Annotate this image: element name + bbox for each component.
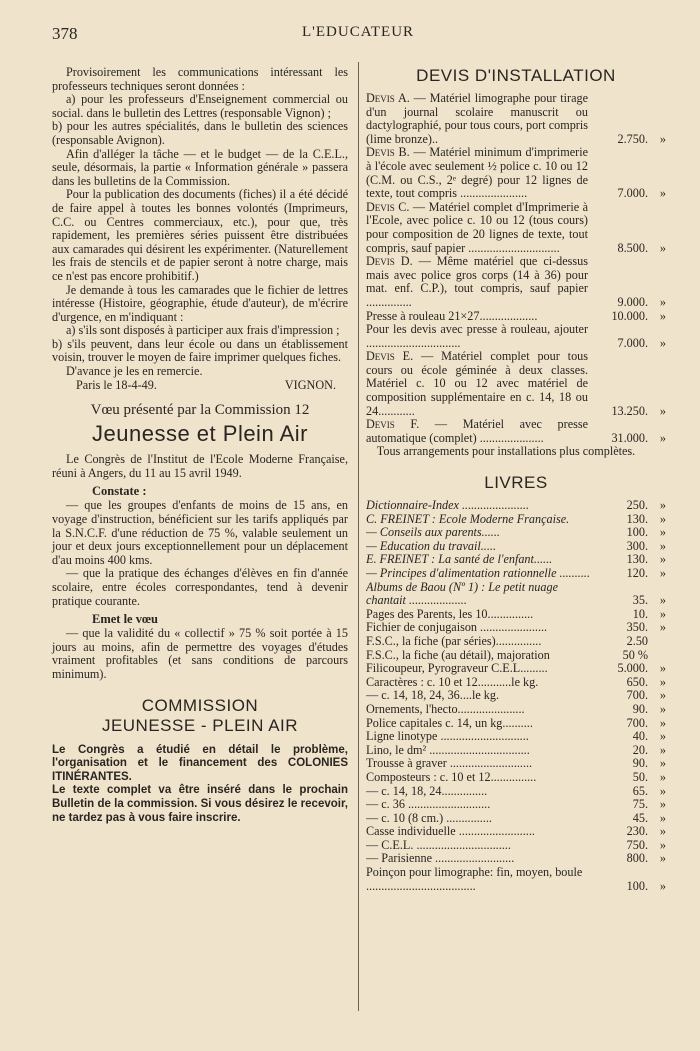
devis-price: 13.250. — [611, 403, 648, 418]
paragraph: — que la validité du « collectif » 75 % soit portée à 15 jours au moins, afin de permettre des voyages d'études vraiment profitables (et sans conditions de parcours minimum). — [52, 626, 348, 681]
column-divider — [358, 62, 359, 1011]
book-mark: » — [659, 769, 666, 784]
book-title: C. FREINET : Ecole Moderne Française. — [366, 512, 570, 526]
book-row — [366, 757, 666, 771]
book-price: 20. — [632, 742, 648, 757]
book-row — [366, 608, 666, 622]
book-price: 700. — [626, 688, 648, 703]
paragraph: a) s'ils sont disposés à participer aux frais d'impression ; — [66, 323, 340, 338]
book-title: — Parisienne .......................... — [366, 852, 515, 866]
devis-row — [366, 350, 666, 418]
book-price: 75. — [632, 797, 648, 812]
book-title: F.S.C., la fiche (par séries)............... — [366, 634, 542, 648]
devis-label: Devis D. — [366, 254, 413, 269]
devis-row — [366, 92, 666, 146]
devis-description: — Matériel minimum d'imprimerie à l'école avec seulement ½ police c. 10 ou 12 (C.M. ou C.S., 2ᵉ degré) pour 12 lignes de texte, tout compris ...................... — [366, 145, 588, 201]
left-column — [52, 66, 348, 825]
book-row — [366, 676, 666, 690]
book-row — [366, 513, 666, 527]
devis-text — [366, 350, 588, 418]
devis-description: — Matériel limographe pour tirage d'un journal scolaire manuscrit ou dactylographié, pour tous cours, port compris (lime bronze).. — [366, 91, 588, 146]
paragraph: b) pour les autres spécialités, dans le bulletin des sciences (responsable Avignon). — [52, 119, 348, 147]
devis-text — [366, 92, 588, 146]
book-row — [366, 744, 666, 758]
book-title: Albums de Baou (Nº 1) : Le petit nuage chantait ................... — [366, 580, 558, 608]
signature — [52, 379, 348, 393]
book-price: 50. — [632, 769, 648, 784]
book-mark: » — [659, 498, 666, 513]
page-header — [52, 24, 660, 48]
book-title: — c. 10 (8 cm.) ............... — [366, 811, 492, 825]
paragraph: Le texte complet va être inséré dans le prochain Bulletin de la commission. Si vous désirez le recevoir, ne tardez pas à vous faire inscrire. — [52, 784, 348, 824]
paragraph: Le Congrès de l'Institut de l'Ecole Moderne Française, réuni à Angers, du 11 au 15 avril 1949. — [52, 452, 348, 480]
devis-text — [366, 323, 588, 350]
book-row — [366, 621, 666, 635]
book-row — [366, 730, 666, 744]
book-title: — Conseils aux parents...... — [366, 526, 500, 540]
book-title: F.S.C., la fiche (au détail), majoration — [366, 648, 550, 662]
paragraph: Provisoirement les communications intéressant les professeurs techniques seront données : — [52, 65, 348, 93]
book-price: 230. — [626, 824, 648, 839]
book-mark: » — [659, 756, 666, 771]
devis-text — [366, 418, 588, 445]
book-row — [366, 812, 666, 826]
book-mark: » — [659, 593, 666, 608]
book-price: 650. — [626, 674, 648, 689]
book-title: Composteurs : c. 10 et 12............... — [366, 770, 537, 784]
devis-price: 10.000. — [611, 308, 648, 323]
running-title: L'EDUCATEUR — [302, 24, 415, 40]
book-title: Pages des Parents, les 10............... — [366, 607, 534, 621]
devis-row — [366, 310, 666, 324]
devis-label: Devis A. — [366, 91, 410, 105]
book-price: 90. — [632, 756, 648, 771]
livres-title: LIVRES — [484, 473, 548, 493]
signature-name: VIGNON. — [284, 377, 336, 392]
book-row — [366, 839, 666, 853]
book-mark: » — [659, 620, 666, 635]
devis-description: — Matériel complet pour tous cours ou école géminée à deux classes. Matériel c. 10 ou 12 avec matériel de composition supplémentaire en c. 14, 18 ou 24............ — [366, 349, 589, 418]
book-row — [366, 825, 666, 839]
book-mark: » — [659, 715, 666, 730]
book-row — [366, 866, 666, 893]
voeu-heading: Vœu présenté par la Commission 12 — [90, 402, 310, 419]
signature-date: Paris le 18-4-49. — [76, 377, 157, 392]
book-mark: » — [659, 878, 666, 893]
book-title: — Education du travail..... — [366, 539, 496, 553]
devis-text — [366, 310, 588, 324]
book-price: 350. — [626, 620, 648, 635]
devis-list — [366, 92, 666, 445]
devis-price: 8.500. — [617, 240, 648, 255]
book-price: 750. — [626, 837, 648, 852]
paragraph: — que la pratique des échanges d'élèves en fin d'année scolaire, entre écoles correspondantes, tend à devenir pratique courante. — [52, 566, 348, 608]
book-mark: » — [659, 606, 666, 621]
devis-price: 31.000. — [611, 430, 648, 445]
book-title: Lino, le dm² ................................. — [366, 743, 530, 757]
book-title: Filicoupeur, Pyrograveur C.E.L......... — [366, 662, 548, 676]
book-price: 800. — [626, 851, 648, 866]
devis-mark: » — [659, 186, 666, 201]
voeu-title: Jeunesse et Plein Air — [92, 421, 308, 447]
book-mark: » — [659, 837, 666, 852]
book-title: E. FREINET : La santé de l'enfant...... — [366, 553, 553, 567]
book-title: Police capitales c. 14, un kg.......... — [366, 716, 533, 730]
book-price: 130. — [626, 552, 648, 567]
book-title: Caractères : c. 10 et 12...........le kg. — [366, 675, 539, 689]
paragraph: Je demande à tous les camarades que le fichier de lettres intéresse (Histoire, géographie, étude d'auteur), de m'écrire d'urgence, en m'indiquant : — [52, 282, 348, 324]
devis-text — [366, 201, 588, 255]
devis-row — [366, 255, 666, 309]
book-mark: » — [659, 824, 666, 839]
book-mark: » — [659, 797, 666, 812]
livres-list — [366, 499, 666, 893]
book-row — [366, 771, 666, 785]
book-mark: » — [659, 701, 666, 716]
book-title: Dictionnaire-Index ...................... — [366, 499, 530, 513]
book-mark: » — [659, 688, 666, 703]
book-title: — Principes d'alimentation rationnelle .......... — [366, 567, 590, 580]
book-title: Casse individuelle ......................... — [366, 825, 535, 839]
book-title: Fichier de conjugaison ...................... — [366, 621, 548, 635]
book-title: — c. 36 ........................... — [366, 798, 491, 812]
paragraph: Pour la publication des documents (fiches) il a été décidé de faire appel à toutes les bonnes volontés (Imprimeurs, C.C. ou Centres commerciaux, etc.), pour que, très rapidement, les premières séries puissent être distribuées aux camarades qui désirent les expérimenter. (Naturellement les frais de stencils et de papier seront à notre charge, mais ce n'est pas encore prohibitif.) — [52, 187, 348, 283]
devis-price: 2.750. — [617, 131, 648, 146]
commission-subtitle: JEUNESSE - PLEIN AIR — [101, 715, 299, 735]
devis-row — [366, 146, 666, 200]
devis-mark: » — [659, 308, 666, 323]
book-price: 65. — [632, 783, 648, 798]
devis-description: — Matériel avec presse automatique (complet) ..................... — [366, 417, 589, 445]
book-price: 40. — [632, 729, 648, 744]
paragraph: D'avance je les en remercie. — [66, 364, 203, 379]
devis-label: Devis F. — [366, 417, 420, 432]
book-row — [366, 689, 666, 703]
book-mark: » — [659, 674, 666, 689]
book-title: — c. 14, 18, 24, 36....le kg. — [366, 689, 500, 703]
book-mark: » — [659, 511, 666, 526]
devis-row — [366, 418, 666, 445]
book-price: 130. — [626, 511, 648, 526]
paragraph: Afin d'alléger la tâche — et le budget — de la C.E.L., seule, désormais, la partie « Information générale » passera dans les bulletins de la Commission. — [52, 146, 348, 188]
devis-mark: » — [659, 403, 666, 418]
right-column — [366, 66, 666, 893]
book-price: 250. — [626, 498, 648, 513]
paragraph: b) s'ils peuvent, dans leur école ou dans un établissement voisin, trouver le moyen de faire imprimer quelques fiches. — [52, 336, 348, 365]
book-row — [366, 798, 666, 812]
book-price: 120. — [626, 566, 648, 580]
devis-note: Tous arrangements pour installations plus complètes. — [376, 444, 636, 459]
devis-title: DEVIS D'INSTALLATION — [416, 66, 616, 85]
book-mark: » — [659, 851, 666, 866]
book-row — [366, 553, 666, 567]
devis-text — [366, 255, 588, 309]
book-row — [366, 649, 666, 663]
book-price: 2.50 — [626, 633, 648, 648]
devis-label: Devis E. — [366, 349, 414, 364]
book-price: 100. — [626, 878, 648, 893]
book-row — [366, 526, 666, 540]
book-mark: » — [659, 783, 666, 798]
paragraph: a) pour les professeurs d'Enseignement commercial ou social. dans le bulletin des Lettres (responsable Vignon) ; — [52, 92, 348, 120]
emet-label: Emet le vœu — [92, 612, 158, 627]
book-mark: » — [659, 566, 666, 580]
devis-price: 9.000. — [617, 294, 648, 309]
devis-description: — Même matériel que ci-dessus mais avec police gros corps (14 à 36) pour mat. enf. C.P.), tout compris, sauf papier ............... — [366, 254, 588, 309]
book-title: — c. 14, 18, 24............... — [366, 784, 488, 798]
book-price: 700. — [626, 715, 648, 730]
book-mark: » — [659, 742, 666, 757]
book-title: Trousse à graver ........................... — [366, 757, 533, 771]
book-price: 10. — [632, 606, 648, 621]
devis-price: 7.000. — [617, 335, 648, 350]
devis-mark: » — [659, 335, 666, 350]
book-row — [366, 852, 666, 866]
devis-description: Presse à rouleau 21×27................... — [366, 308, 538, 323]
book-price: 45. — [632, 810, 648, 825]
book-price: 50 % — [622, 647, 648, 662]
book-row — [366, 703, 666, 717]
book-row — [366, 581, 666, 608]
paragraph: — que les groupes d'enfants de moins de 15 ans, en voyage d'instruction, bénéficient sur les tarifs appliqués par la S.N.C.F. d'une réduction de 75 %, valable seulement un jour et deux jours exceptionnellement pour un déplacement d'au moins 400 kms. — [52, 498, 348, 567]
book-title: — C.E.L. ............................... — [366, 838, 511, 852]
book-row — [366, 662, 666, 676]
devis-mark: » — [659, 131, 666, 146]
devis-mark: » — [659, 430, 666, 445]
devis-mark: » — [659, 240, 666, 255]
page-number: 378 — [52, 24, 78, 43]
devis-price: 7.000. — [617, 186, 648, 201]
book-row — [366, 635, 666, 649]
book-row — [366, 540, 666, 554]
book-mark: » — [659, 729, 666, 744]
book-price: 35. — [632, 593, 648, 608]
book-title: Ligne linotype ............................. — [366, 730, 529, 744]
book-mark: » — [659, 538, 666, 553]
paragraph: Le Congrès a étudié en détail le problème, l'organisation et le financement des COLONIES ITINÉRANTES. — [52, 743, 348, 783]
book-mark: » — [659, 810, 666, 825]
devis-text — [366, 146, 588, 200]
commission-title: COMMISSION — [141, 695, 259, 715]
devis-row — [366, 201, 666, 255]
book-row — [366, 499, 666, 513]
book-row — [366, 567, 666, 581]
book-mark: » — [659, 525, 666, 540]
devis-label: Devis C. — [366, 199, 410, 214]
book-price: 300. — [626, 538, 648, 553]
devis-row — [366, 323, 666, 350]
book-title: Poinçon pour limographe: fin, moyen, boule .................................... — [366, 866, 583, 893]
devis-label: Devis B. — [366, 145, 410, 160]
book-price: 100. — [626, 525, 648, 540]
book-price: 90. — [632, 701, 648, 716]
book-title: Ornements, l'hecto...................... — [366, 702, 525, 716]
book-mark: » — [659, 552, 666, 567]
book-mark: » — [659, 661, 666, 676]
devis-description: — Matériel complet d'Imprimerie à l'Ecole, avec police c. 10 ou 12 (tous cours) pour composition de 20 lignes de texte, tout compris, sauf papier .............................. — [366, 199, 589, 255]
book-price: 5.000. — [617, 661, 648, 676]
devis-description: Pour les devis avec presse à rouleau, ajouter ............................... — [366, 322, 588, 350]
book-row — [366, 785, 666, 799]
book-row — [366, 717, 666, 731]
devis-mark: » — [659, 294, 666, 309]
constate-label: Constate : — [92, 484, 147, 499]
